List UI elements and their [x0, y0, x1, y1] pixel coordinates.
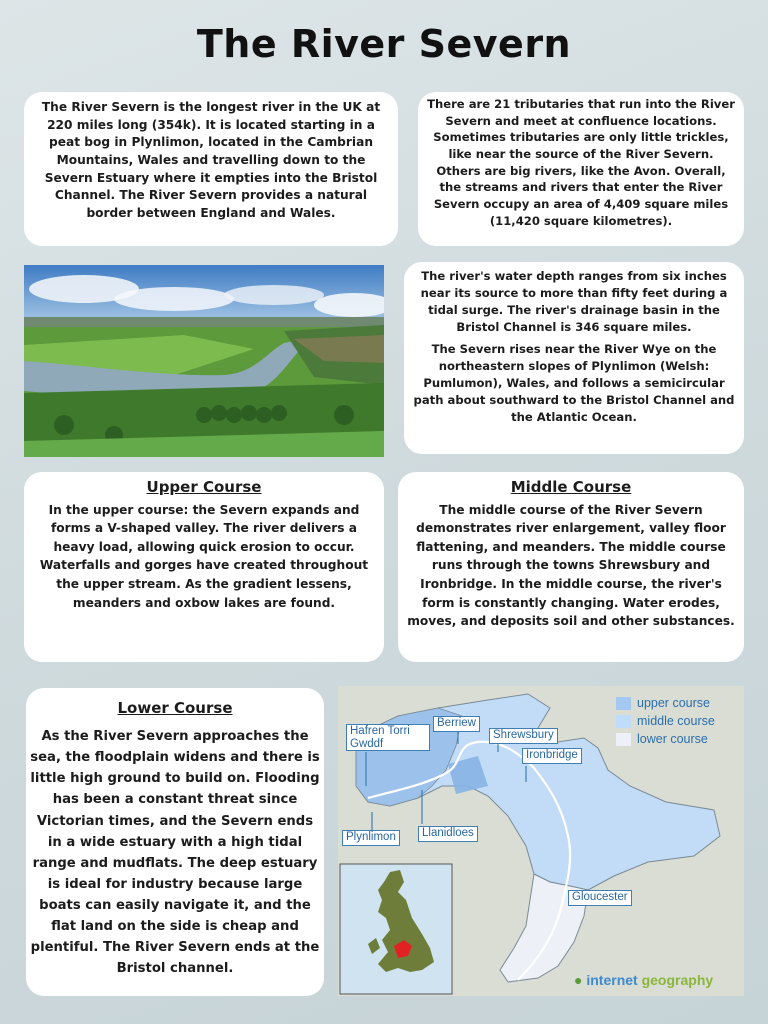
depth-card [404, 262, 744, 454]
middle-course-text: The middle course of the River Severn demonstrates river enlargement, valley floor flattening, and meanders. The middle course runs through the towns Shrewsbury and Ironbridge. In the middle course, the river's form is constantly changing. Water erodes, moves, and deposits soil and other substances. [407, 502, 735, 629]
lower-swatch [616, 733, 631, 746]
lower-course-card [26, 688, 324, 996]
middle-course-card [398, 472, 744, 662]
label-berriew: Berriew [433, 716, 480, 732]
label-llanidloes: Llanidloes [418, 826, 478, 842]
middle-course-heading: Middle Course [510, 478, 632, 496]
tributaries-text: There are 21 tributaries that run into the River Severn and meet at confluence locations. Sometimes tributaries are only little trickles, like near the source of the River Severn. Others are big rivers, like the Avon. Overall, the streams and rivers that enter the River Severn occupy an area of 4,409 square miles (11,420 square kilometres). [427, 97, 735, 228]
label-hafren-torri-gwddf: Hafren Torri Gwddf [346, 724, 430, 751]
upper-course-heading: Upper Course [146, 478, 262, 496]
brand-word-1: internet [586, 972, 638, 988]
legend-upper [616, 694, 715, 712]
river-photo [24, 265, 384, 457]
upper-course-card [24, 472, 384, 662]
legend-upper-label: upper course [637, 696, 710, 710]
middle-swatch [616, 715, 631, 728]
label-shrewsbury: Shrewsbury [489, 728, 558, 744]
upper-course-text: In the upper course: the Severn expands and forms a V-shaped valley. The river delivers a heavy load, allowing quick erosion to occur. Waterfalls and gorges have created throughout the upper stream. As the gradient lessens, meanders and oxbow lakes are found. [39, 502, 369, 610]
lower-course-heading: Lower Course [117, 699, 233, 717]
globe-icon: ● [574, 972, 583, 988]
upper-swatch [616, 697, 631, 710]
brand-word-2: geography [641, 972, 714, 988]
label-gloucester: Gloucester [568, 890, 632, 906]
internet-geography-logo [574, 972, 713, 988]
legend-lower [616, 730, 715, 748]
legend-lower-label: lower course [637, 732, 708, 746]
depth-text: The river's water depth ranges from six inches near its source to more than fifty feet during a tidal surge. The river's drainage basin in the Bristol Channel is 346 square miles. [420, 269, 728, 335]
lower-course-text: As the River Severn approaches the sea, the floodplain widens and there is little high ground to build on. Flooding has been a constant threat since Victorian times, and the Severn ends in a wide estuary with a high tidal range and mudflats. The deep estuary is ideal for industry because large boats can easily navigate it, and the flat land on the side is cheap and plentiful. The River Severn ends at the Bristol channel. [30, 729, 320, 977]
label-ironbridge: Ironbridge [522, 748, 582, 764]
river-landscape-image [24, 265, 384, 457]
map-legend [616, 694, 715, 748]
label-plynlimon: Plynlimon [342, 830, 400, 846]
intro-text: The River Severn is the longest river in the UK at 220 miles long (354k). It is located starting in a peat bog in Plynlimon, located in the Cambrian Mountains, Wales and travelling down to the Severn Estuary where it empties into the Bristol Channel. The River Severn provides a natural border between England and Wales. [41, 100, 381, 221]
rises-text: The Severn rises near the River Wye on the northeastern slopes of Plynlimon (Welsh: Pumlumon), Wales, and follows a semicircular path about southward to the Bristol Channel and the Atlantic Ocean. [413, 341, 735, 425]
tributaries-card [418, 92, 744, 246]
legend-middle [616, 712, 715, 730]
intro-card [24, 92, 398, 246]
page-title: The River Severn [196, 22, 572, 66]
legend-middle-label: middle course [637, 714, 715, 728]
